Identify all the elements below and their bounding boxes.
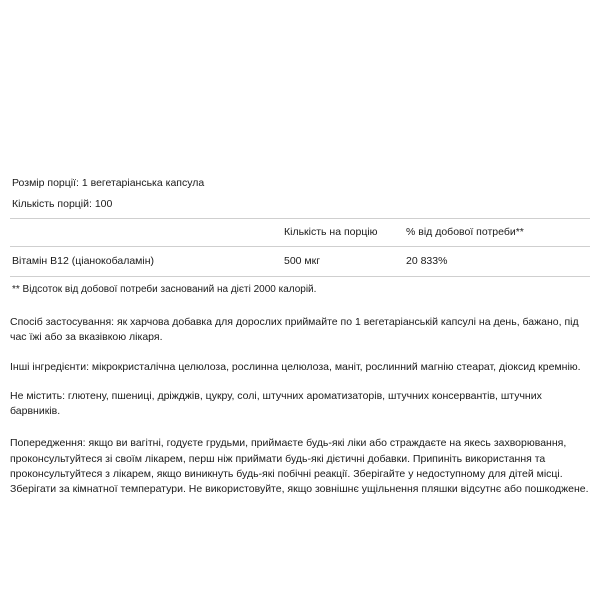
directions-text: Спосіб застосування: як харчова добавка для дорослих приймайте по 1 вегетаріанській капсулі на день, бажано, під час їжі або за вказівкою лікаря. bbox=[10, 316, 579, 344]
free-of-text: Не містить: глютену, пшениці, дріжджів, цукру, солі, штучних ароматизаторів, штучних консервантів, штучних барвників. bbox=[10, 389, 542, 418]
column-header-daily-value: % від добової потреби** bbox=[406, 226, 524, 239]
serving-size-text: Розмір порції: 1 вегетаріанська капсула bbox=[12, 177, 205, 189]
serving-size-row bbox=[10, 172, 590, 195]
nutrient-daily-value: 20 833% bbox=[404, 246, 590, 276]
table-header-row bbox=[10, 219, 590, 246]
footnote-row bbox=[10, 276, 590, 302]
nutrient-name: Вітамін B12 (ціанокобаламін) bbox=[10, 246, 282, 276]
column-header-amount: Кількість на порцію bbox=[284, 226, 378, 239]
column-header-name bbox=[10, 219, 282, 246]
servings-per-container-text: Кількість порцій: 100 bbox=[12, 198, 113, 211]
warning-text: Попередження: якщо ви вагітні, годуєте грудьми, приймаєте будь-які ліки або страждаєте на якесь захворювання, проконсультуйтеся зі своїм лікарем, перш ніж приймати будь-які дієтичні добавки. Припиніть використання та проконсультуйтеся з лікарем, якщо виникнуть будь-які побічні реакції. Зберігайте у недоступному для дітей місці. Зберігати за кімнатної температури. Не використовуйте, якщо зовнішнє ущільнення пляшки відсутнє або пошкоджене. bbox=[10, 437, 589, 495]
top-spacer bbox=[10, 0, 590, 172]
supplement-facts-table bbox=[10, 172, 590, 302]
other-ingredients-text: Інші інгредієнти: мікрокристалічна целюлоза, рослинна целюлоза, маніт, рослинний магнію стеарат, діоксид кремнію. bbox=[10, 360, 581, 373]
nutrient-amount: 500 мкг bbox=[282, 246, 404, 276]
servings-per-container-row bbox=[10, 195, 590, 219]
table-row bbox=[10, 246, 590, 276]
daily-value-footnote: ** Відсоток від добової потреби заснований на дієті 2000 калорій. bbox=[12, 283, 317, 295]
